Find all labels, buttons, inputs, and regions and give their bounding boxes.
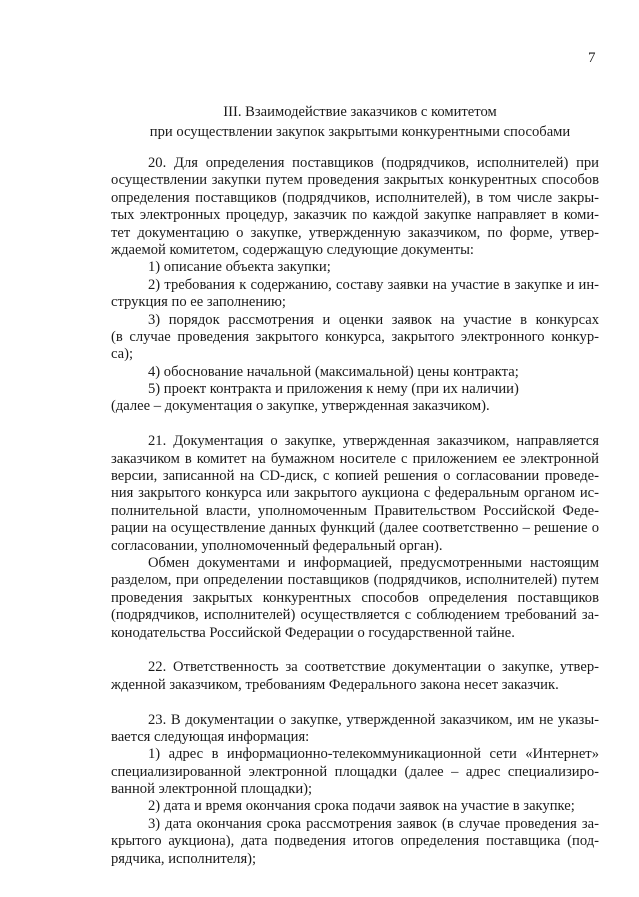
page-number: 7 xyxy=(588,50,596,66)
paragraph-gap xyxy=(111,694,599,711)
text-line: Обмен документами и информацией, предусмотренными настоящим xyxy=(148,554,599,571)
text-line: (подрядчиков, исполнителей) осуществляется с соблюдением требований за- xyxy=(111,607,599,624)
text-line: 3) порядок рассмотрения и оценки заявок на участие в конкурсах xyxy=(148,311,599,328)
text-line: конодательства Российской Федерации о государственной тайне. xyxy=(111,624,515,641)
text-line: версии, записанной на CD-диск, с копией решения о согласовании проведе- xyxy=(111,468,599,485)
text-line: 3) дата окончания срока рассмотрения заявок (в случае проведения за- xyxy=(148,815,599,832)
text-line: ванной электронной площадки); xyxy=(111,781,313,798)
text-line: 1) адрес в информационно-телекоммуникационной сети «Интернет» xyxy=(148,746,599,763)
section-heading-line-2: при осуществлении закупок закрытыми конкурентными способами xyxy=(149,124,571,140)
text-line: определения поставщиков (подрядчиков, исполнителей), в том числе закры- xyxy=(111,189,599,206)
section-heading-line-1: III. Взаимодействие заказчиков с комитетом xyxy=(223,104,497,120)
text-line: 22. Ответственность за соответствие документации о закупке, утвер- xyxy=(148,659,599,676)
text-line: ния закрытого конкурса или закрытого аукциона с федеральным органом ис- xyxy=(111,485,599,502)
text-line: 1) описание объекта закупки; xyxy=(148,259,331,276)
text-line: са); xyxy=(111,346,134,363)
text-line: (далее – документация о закупке, утвержденная заказчиком). xyxy=(111,398,490,415)
text-line: специализированной электронной площадки (далее – адрес специализиро- xyxy=(111,763,599,780)
text-line: тых электронных процедур, заказчик по каждой закупке направляет в коми- xyxy=(111,207,599,224)
text-line: полнительной власти, уполномоченным Правительством Российской Феде- xyxy=(111,502,599,519)
text-line: 23. В документации о закупке, утвержденной заказчиком, им не указы- xyxy=(148,711,599,728)
text-line: осуществлении закупки путем проведения закрытых конкурентных способов xyxy=(111,172,599,189)
text-line: струкция по ее заполнению; xyxy=(111,294,286,311)
text-line: 2) дата и время окончания срока подачи заявок на участие в закупке; xyxy=(148,798,575,815)
text-line: заказчиком в комитет на бумажном носителе с приложением ее электронной xyxy=(111,450,599,467)
text-line: рядчика, исполнителя); xyxy=(111,850,257,867)
text-line: жденной заказчиком, требованиям Федерального закона несет заказчик. xyxy=(111,676,559,693)
text-line: разделом, при определении поставщиков (подрядчиков, исполнителей) путем xyxy=(111,572,599,589)
text-line: 5) проект контракта и приложения к нему (при их наличии) xyxy=(148,381,519,398)
section-heading xyxy=(110,102,610,142)
text-line: ждаемой комитетом, содержащую следующие документы: xyxy=(111,241,474,258)
text-line: вается следующая информация: xyxy=(111,728,310,745)
paragraph-gap xyxy=(111,416,599,433)
text-line: тет документацию о закупке, утвержденную заказчиком, по форме, утвер- xyxy=(111,224,599,241)
text-line: рации на осуществление данных функций (далее соответственно – решение о xyxy=(111,520,599,537)
text-line: 2) требования к содержанию, составу заявки на участие в закупке и ин- xyxy=(148,276,599,293)
text-line: проведения закрытых конкурентных способов определения поставщиков xyxy=(111,589,599,606)
text-line: 20. Для определения поставщиков (подрядчиков, исполнителей) при xyxy=(148,155,599,171)
text-line: 4) обоснование начальной (максимальной) цены контракта; xyxy=(148,363,519,380)
paragraph-gap xyxy=(111,642,599,659)
text-line: согласовании, уполномоченный федеральный орган). xyxy=(111,537,443,554)
text-line: 21. Документация о закупке, утвержденная заказчиком, направляется xyxy=(148,433,599,450)
document-body xyxy=(111,155,599,868)
text-line: (в случае проведения закрытого конкурса, закрытого электронного конкур- xyxy=(111,328,599,345)
text-line: крытого аукциона), дата подведения итогов определения поставщика (под- xyxy=(111,833,599,850)
